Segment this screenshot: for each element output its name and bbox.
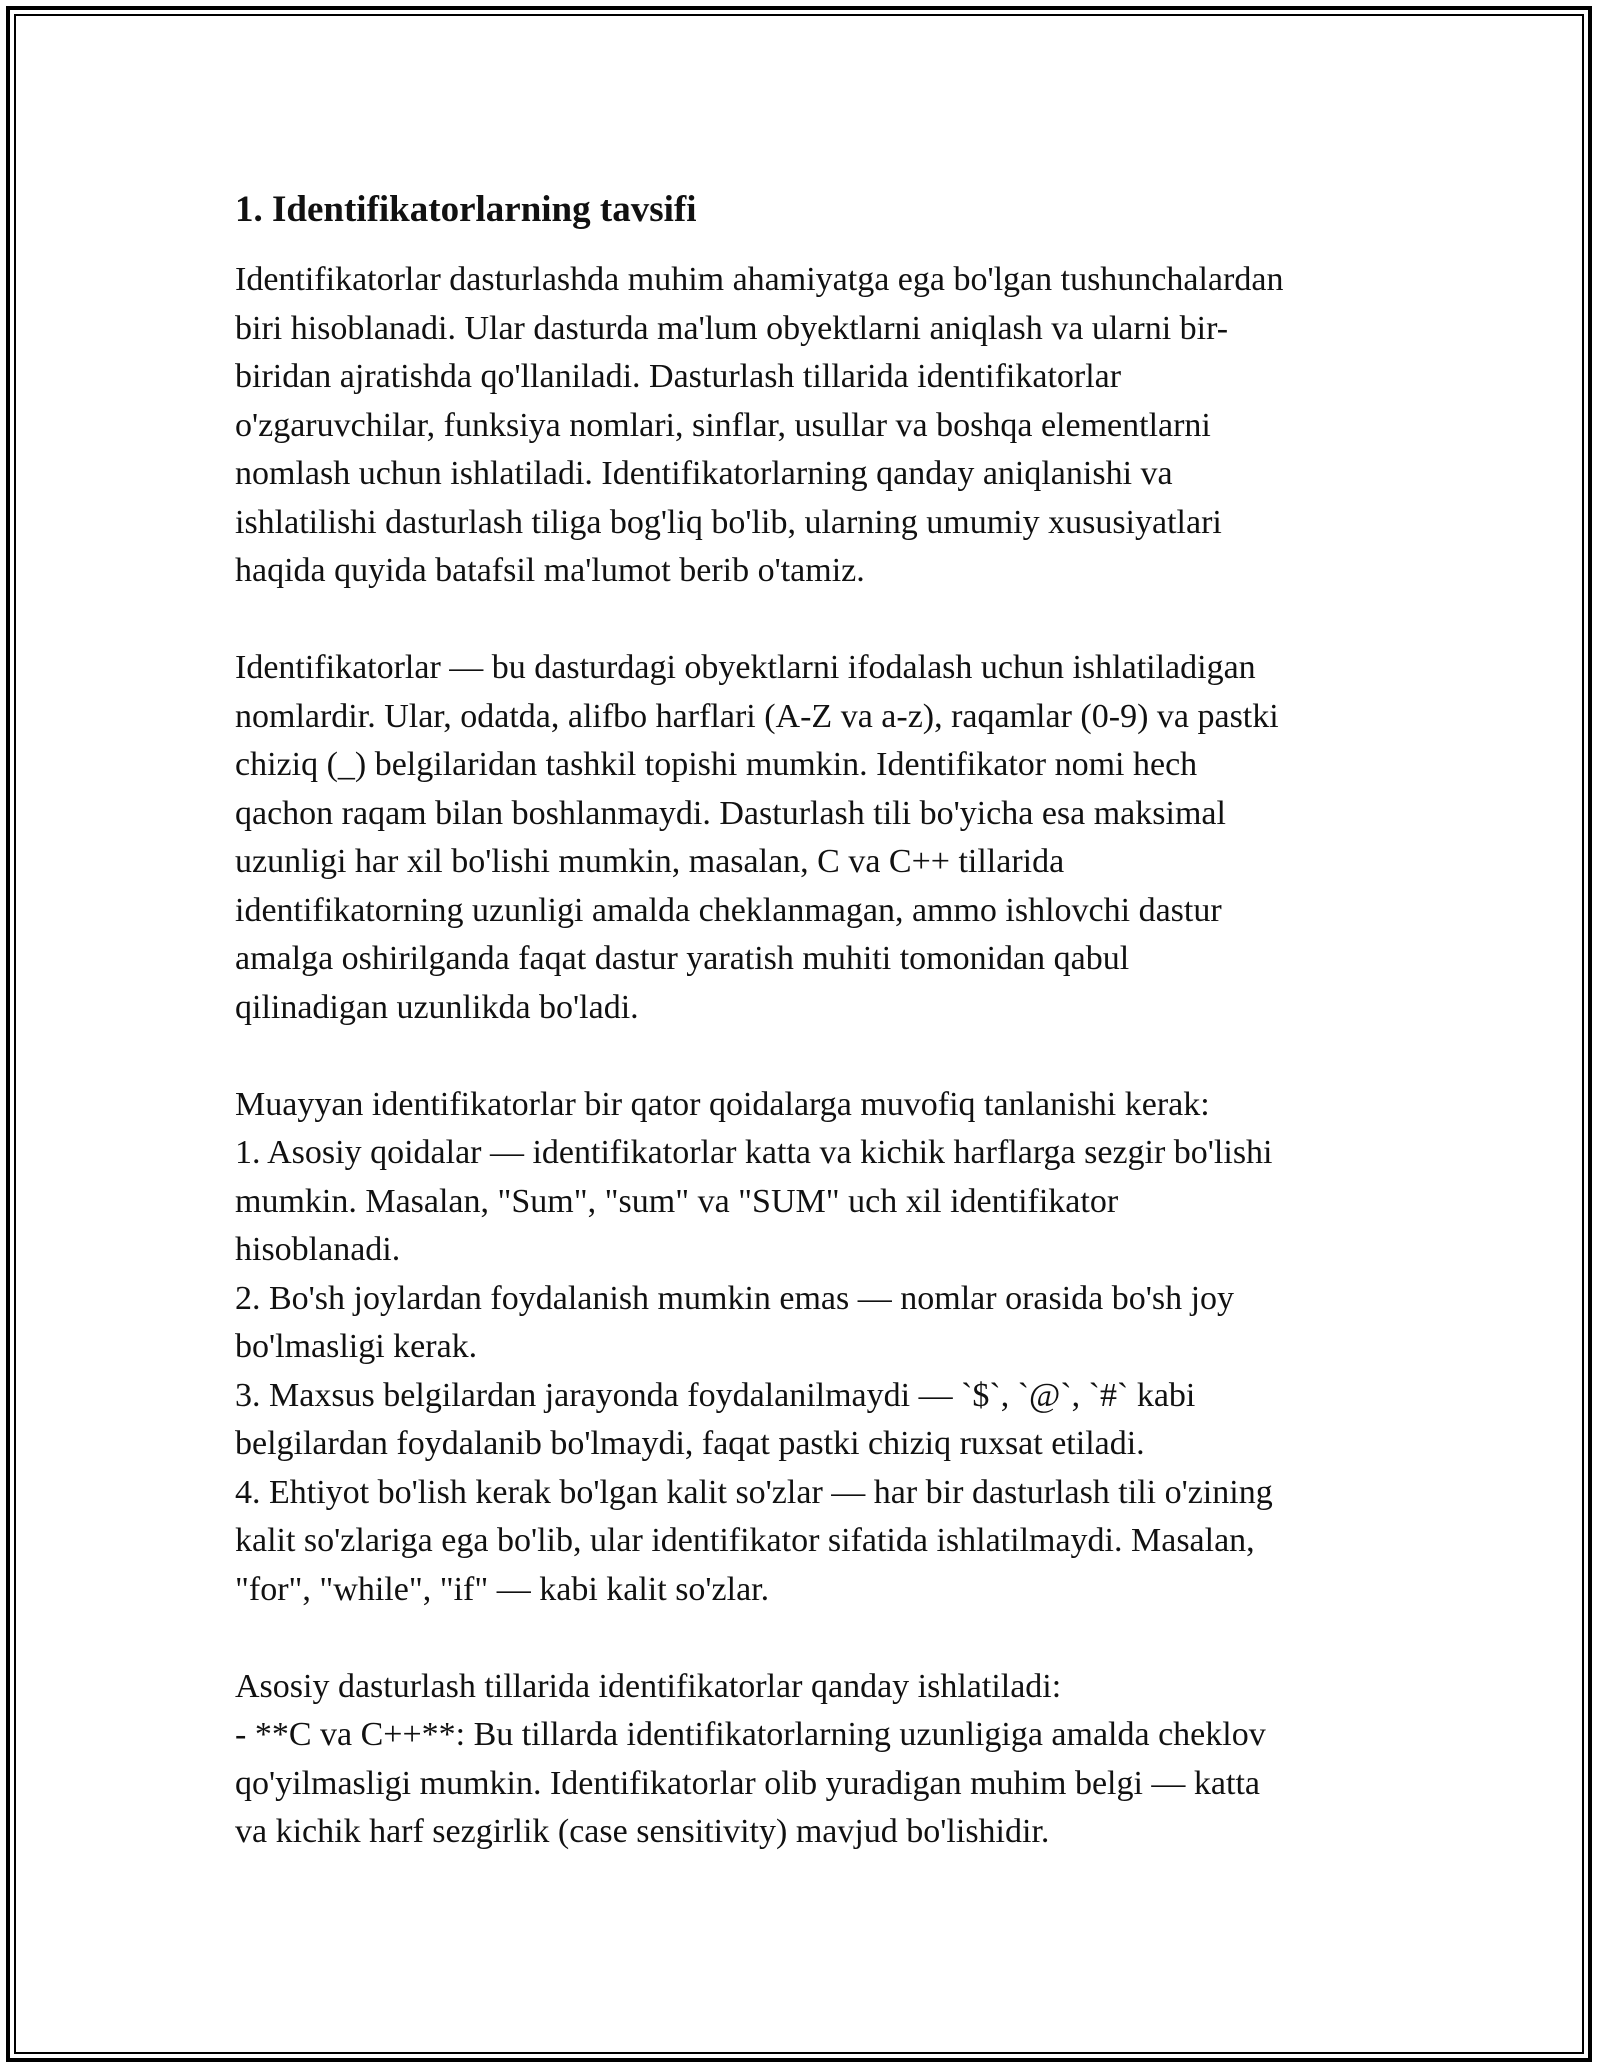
paragraph xyxy=(235,1081,1385,1615)
text-line: Muayyan identifikatorlar bir qator qoidalarga muvofiq tanlanishi kerak: xyxy=(235,1085,1210,1123)
section-heading: 1. Identifikatorlarning tavsifi xyxy=(235,189,697,230)
text-line: 4. Ehtiyot bo'lish kerak bo'lgan kalit so'zlar — har bir dasturlash tili o'zining xyxy=(235,1473,1273,1511)
text-line: biri hisoblanadi. Ular dasturda ma'lum obyektlarni aniqlash va ularni bir- xyxy=(235,309,1229,347)
text-line: qachon raqam bilan boshlanmaydi. Dasturlash tili bo'yicha esa maksimal xyxy=(235,794,1226,832)
document-body xyxy=(235,186,1385,1905)
text-line: va kichik harf sezgirlik (case sensitivity) mavjud bo'lishidir. xyxy=(235,1813,1050,1850)
text-line: amalga oshirilganda faqat dastur yaratish muhiti tomonidan qabul xyxy=(235,940,1130,977)
text-line: qo'yilmasligi mumkin. Identifikatorlar olib yuradigan muhim belgi — katta xyxy=(235,1764,1260,1802)
text-line: o'zgaruvchilar, funksiya nomlari, sinflar, usullar va boshqa elementlarni xyxy=(235,406,1211,444)
paragraph xyxy=(235,644,1385,1032)
text-line: Asosiy dasturlash tillarida identifikatorlar qanday ishlatiladi: xyxy=(235,1667,1062,1705)
text-line: ishlatilishi dasturlash tiliga bog'liq bo'lib, ularning umumiy xususiyatlari xyxy=(235,503,1222,541)
paragraphs-container xyxy=(235,256,1385,1857)
text-line: Identifikatorlar — bu dasturdagi obyektlarni ifodalash uchun ishlatiladigan xyxy=(235,649,1256,686)
text-line: nomlardir. Ular, odatda, alifbo harflari (A-Z va a-z), raqamlar (0-9) va pastki xyxy=(235,697,1279,735)
text-line: kalit so'zlariga ega bo'lib, ular identifikator sifatida ishlatilmaydi. Masalan, xyxy=(235,1522,1255,1559)
text-line: 1. Asosiy qoidalar — identifikatorlar katta va kichik harflarga sezgir bo'lishi xyxy=(235,1134,1273,1171)
text-line: uzunligi har xil bo'lishi mumkin, masalan, C va C++ tillarida xyxy=(235,843,1065,880)
text-line: bo'lmasligi kerak. xyxy=(235,1328,478,1365)
paragraph xyxy=(235,1663,1385,1857)
text-line: biridan ajratishda qo'llaniladi. Dasturlash tillarida identifikatorlar xyxy=(235,358,1122,395)
text-line: mumkin. Masalan, "Sum", "sum" va "SUM" uch xil identifikator xyxy=(235,1182,1119,1220)
text-line: identifikatorning uzunligi amalda cheklanmagan, ammo ishlovchi dastur xyxy=(235,891,1222,929)
text-line: "for", "while", "if" — kabi kalit so'zlar. xyxy=(235,1570,770,1608)
text-line: chiziq (_) belgilaridan tashkil topishi mumkin. Identifikator nomi hech xyxy=(235,746,1198,783)
text-line: nomlash uchun ishlatiladi. Identifikatorlarning qanday aniqlanishi va xyxy=(235,455,1173,492)
text-line: 3. Maxsus belgilardan jarayonda foydalanilmaydi — `$`, `@`, `#` kabi xyxy=(235,1376,1196,1414)
text-line: qilinadigan uzunlikda bo'ladi. xyxy=(235,988,639,1026)
paragraph xyxy=(235,256,1385,596)
text-line: belgilardan foydalanib bo'lmaydi, faqat pastki chiziq ruxsat etiladi. xyxy=(235,1425,1145,1462)
text-line: - **C va C++**: Bu tillarda identifikatorlarning uzunligiga amalda cheklov xyxy=(235,1716,1266,1753)
text-line: Identifikatorlar dasturlashda muhim ahamiyatga ega bo'lgan tushunchalardan xyxy=(235,261,1284,298)
text-line: hisoblanadi. xyxy=(235,1231,401,1268)
text-line: haqida quyida batafsil ma'lumot berib o'tamiz. xyxy=(235,552,865,589)
text-line: 2. Bo'sh joylardan foydalanish mumkin emas — nomlar orasida bo'sh joy xyxy=(235,1279,1235,1317)
